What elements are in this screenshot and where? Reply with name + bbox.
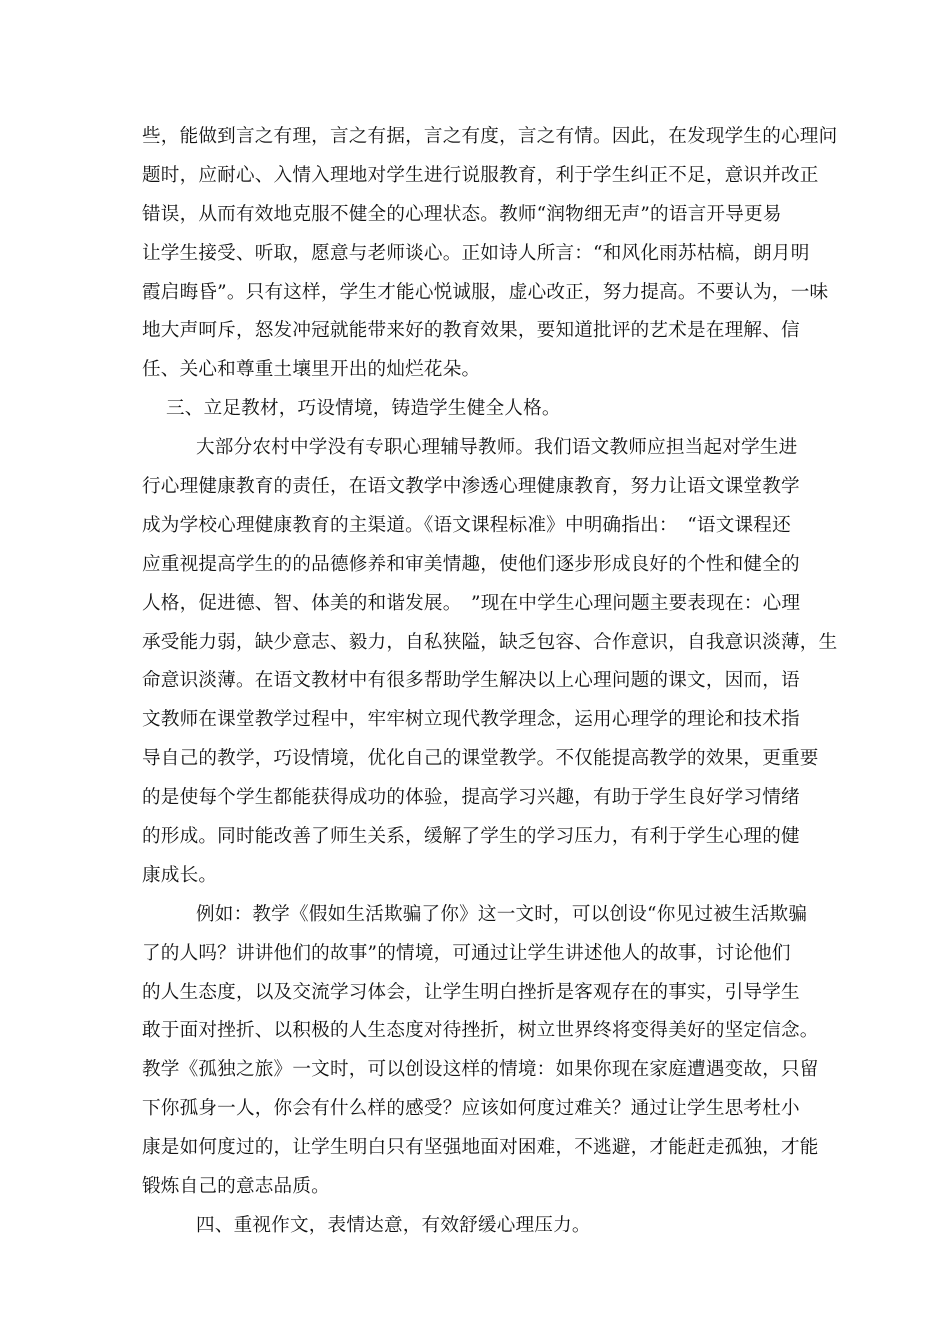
text-line: 命意识淡薄。在语文教材中有很多帮助学生解决以上心理问题的课文，因而，语 [142,670,800,692]
section-heading: 三、立足教材，巧设情境，铸造学生健全人格。 [166,398,561,420]
text-line: 行心理健康教育的责任，在语文教学中渗透心理健康教育，努力让语文课堂教学 [142,476,800,498]
text-line: 人格，促进德、智、体美的和谐发展。 ”现在中学生心理问题主要表现在：心理 [142,592,801,614]
text-line: 康是如何度过的，让学生明白只有坚强地面对困难，不逃避，才能赶走孤独，才能 [142,1137,819,1159]
text-line: 教学《孤独之旅》一文时，可以创设这样的情境：如果你现在家庭遭遇变故，只留 [142,1059,819,1081]
text-line: 让学生接受、听取，愿意与老师谈心。正如诗人所言：“和风化雨苏枯槁，朗月明 [142,242,810,264]
text-line: 霞启晦昏”。只有这样，学生才能心悦诚服，虚心改正，努力提高。不要认为，一味 [142,281,829,303]
text-line: 导自己的教学，巧设情境，优化自己的课堂教学。不仅能提高教学的效果，更重要 [142,748,819,770]
text-line: 任、关心和尊重土壤里开出的灿烂花朵。 [142,359,481,381]
text-line: 承受能力弱，缺少意志、毅力，自私狭隘，缺乏包容、合作意识，自我意识淡薄，生 [142,631,838,653]
text-line: 题时，应耐心、入情入理地对学生进行说服教育，利于学生纠正不足，意识并改正 [142,164,819,186]
text-line: 成为学校心理健康教育的主渠道。《语文课程标准》中明确指出： “语文课程还 [142,514,791,536]
text-line: 下你孤身一人，你会有什么样的感受？应该如何度过难关？通过让学生思考杜小 [142,1098,800,1120]
text-line: 的人生态度，以及交流学习体会，让学生明白挫折是客观存在的事实，引导学生 [142,981,800,1003]
text-line: 地大声呵斥，怒发冲冠就能带来好的教育效果，要知道批评的艺术是在理解、信 [142,320,800,342]
text-line: 锻炼自己的意志品质。 [142,1176,330,1198]
text-line: 康成长。 [142,864,218,886]
section-heading: 四、重视作文，表情达意，有效舒缓心理压力。 [196,1214,591,1236]
text-line: 的是使每个学生都能获得成功的体验，提高学习兴趣，有助于学生良好学习情绪 [142,787,800,809]
paragraph-first-line: 大部分农村中学没有专职心理辅导教师。我们语文教师应担当起对学生进 [196,437,798,459]
text-line: 敢于面对挫折、以积极的人生态度对待挫折，树立世界终将变得美好的坚定信念。 [142,1020,819,1042]
text-line: 应重视提高学生的的品德修养和审美情趣，使他们逐步形成良好的个性和健全的 [142,553,800,575]
paragraph-first-line: 例如：教学《假如生活欺骗了你》这一文时，可以创设“你见过被生活欺骗 [196,903,808,925]
text-line: 了的人吗？讲讲他们的故事”的情境，可通过让学生讲述他人的故事，讨论他们 [142,942,791,964]
text-line: 文教师在课堂教学过程中，牢牢树立现代教学理念，运用心理学的理论和技术指 [142,709,800,731]
text-line: 些，能做到言之有理，言之有据，言之有度，言之有情。因此，在发现学生的心理问 [142,126,838,147]
document-body [142,118,838,1246]
text-line: 的形成。同时能改善了师生关系，缓解了学生的学习压力，有利于学生心理的健 [142,826,800,848]
text-line: 错误，从而有效地克服不健全的心理状态。教师“润物细无声”的语言开导更易 [142,203,782,225]
